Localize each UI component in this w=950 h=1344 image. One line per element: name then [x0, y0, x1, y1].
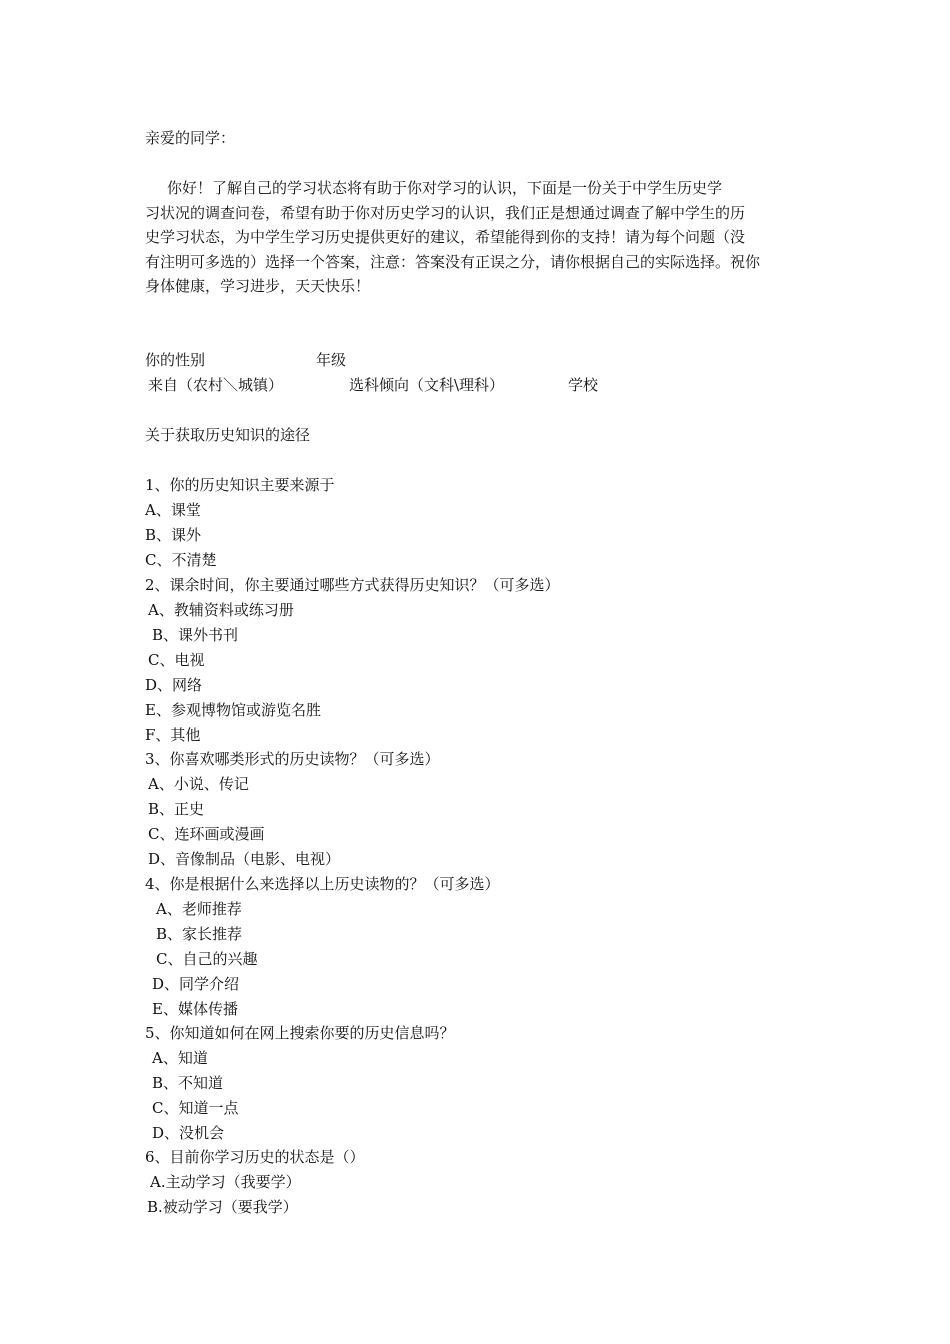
question-4-option-c: C、自己的兴趣 — [156, 950, 258, 968]
intro-line: 身体健康，学习进步，天天快乐！ — [145, 277, 371, 295]
question-5-option-c: C、知道一点 — [152, 1099, 239, 1117]
question-2-option-f: F、其他 — [145, 726, 201, 744]
subject-preference-label: 选科倾向（文科\理科） — [349, 376, 505, 394]
gender-label: 你的性别 — [145, 351, 206, 369]
question-4-option-d: D、同学介绍 — [152, 975, 240, 993]
intro-line: 你好！了解自己的学习状态将有助于你对学习的认识，下面是一份关于中学生历史学 — [167, 179, 723, 197]
question-6-option-b: B.被动学习（要我学） — [147, 1198, 298, 1216]
origin-label: 来自（农村＼城镇） — [148, 376, 284, 394]
intro-line: 史学习状态，为中学生学习历史提供更好的建议，希望能得到你的支持！请为每个问题（没 — [145, 228, 746, 246]
question-2: 2、课余时间，你主要通过哪些方式获得历史知识？（可多选） — [145, 576, 560, 594]
greeting: 亲爱的同学： — [145, 129, 236, 147]
question-4-option-e: E、媒体传播 — [152, 1000, 238, 1018]
intro-line: 习状况的调查问卷，希望有助于你对历史学习的认识，我们正是想通过调查了解中学生的历 — [145, 203, 746, 222]
question-4-option-a: A、老师推荐 — [156, 900, 242, 918]
question-2-option-a: A、教辅资料或练习册 — [148, 601, 294, 619]
intro-paragraph — [145, 176, 810, 299]
question-1-option-c: C、不清楚 — [145, 551, 217, 569]
question-5-option-b: B、不知道 — [152, 1074, 224, 1092]
question-2-option-d: D、网络 — [145, 676, 203, 694]
question-4: 4、你是根据什么来选择以上历史读物的？（可多选） — [145, 875, 500, 893]
question-2-option-b: B、课外书刊 — [152, 626, 239, 644]
grade-label: 年级 — [316, 351, 347, 369]
section-title: 关于获取历史知识的途径 — [145, 426, 311, 444]
question-1: 1、你的历史知识主要来源于 — [145, 476, 335, 494]
question-6-option-a: A.主动学习（我要学） — [150, 1173, 301, 1191]
question-3-option-c: C、连环画或漫画 — [148, 825, 265, 843]
question-5: 5、你知道如何在网上搜索你要的历史信息吗？ — [145, 1024, 455, 1042]
question-5-option-d: D、没机会 — [152, 1124, 225, 1142]
question-3: 3、你喜欢哪类形式的历史读物？（可多选） — [145, 750, 440, 768]
question-4-option-b: B、家长推荐 — [156, 925, 243, 943]
question-3-option-d: D、音像制品（电影、电视） — [148, 850, 341, 868]
question-3-option-b: B、正史 — [148, 800, 205, 818]
question-3-option-a: A、小说、传记 — [148, 775, 249, 793]
question-5-option-a: A、知道 — [152, 1049, 208, 1067]
question-1-option-b: B、课外 — [145, 526, 202, 544]
question-1-option-a: A、课堂 — [145, 501, 201, 519]
intro-line: 有注明可多选的）选择一个答案，注意：答案没有正误之分，请你根据自己的实际选择。祝你 — [145, 252, 761, 271]
question-6: 6、目前你学习历史的状态是（） — [145, 1148, 365, 1166]
question-2-option-c: C、电视 — [148, 651, 205, 669]
school-label: 学校 — [568, 376, 599, 394]
question-2-option-e: E、参观博物馆或游览名胜 — [145, 701, 321, 719]
